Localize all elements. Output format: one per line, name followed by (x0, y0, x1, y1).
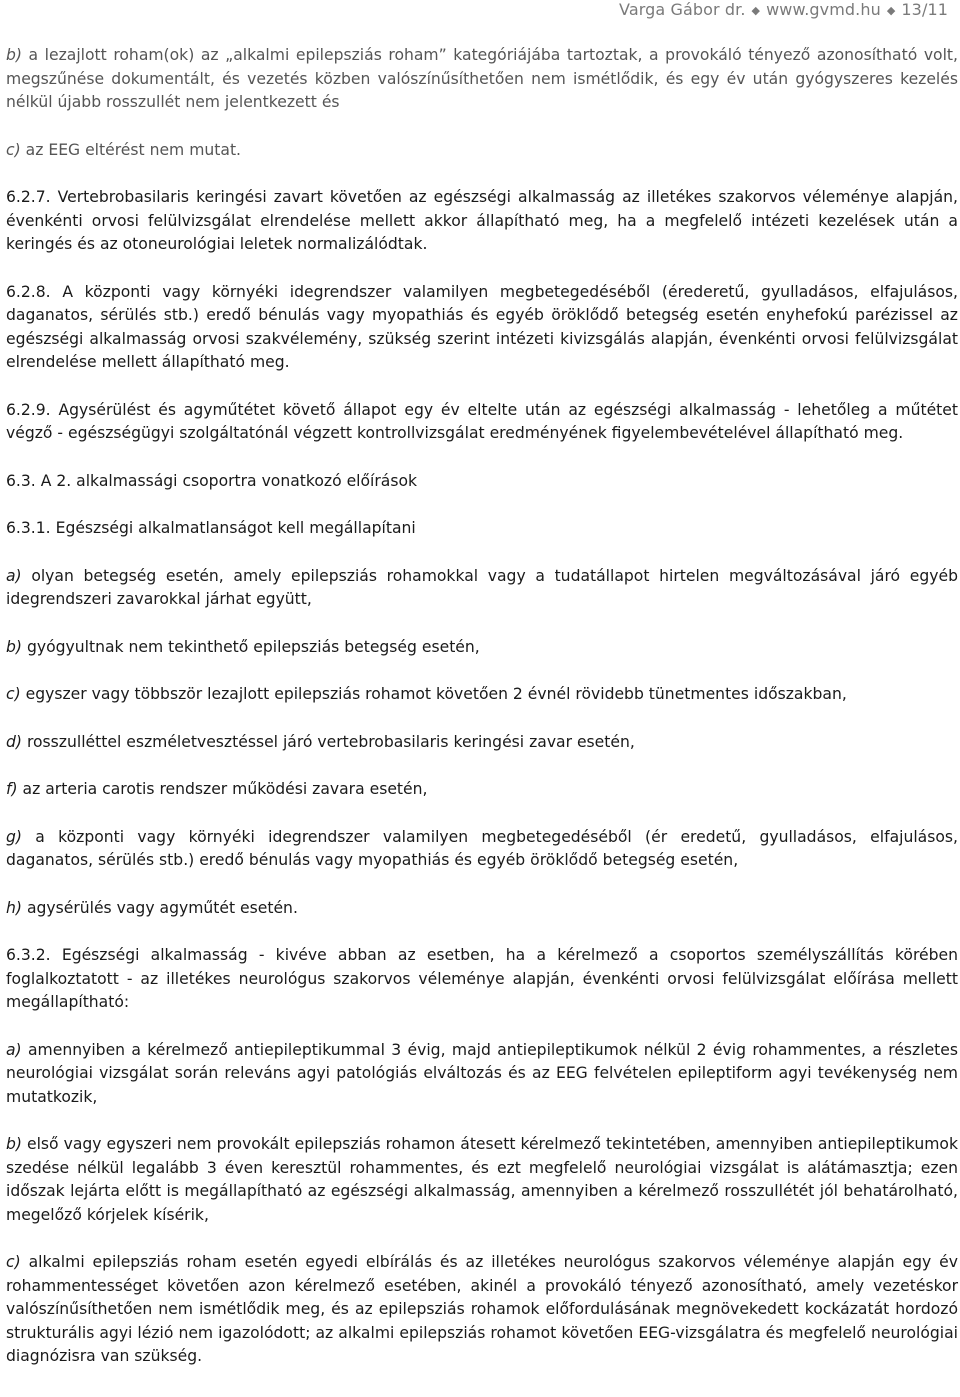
header-page-number: 13/11 (901, 0, 948, 19)
item-label: b) (6, 1135, 22, 1153)
paragraph-b (6, 44, 958, 115)
header-author: Varga Gábor dr. (619, 0, 746, 19)
paragraph-text: 6.3.2. Egészségi alkalmasság - kivéve abban az esetben, ha a kérelmező a csoportos személyszállítás körében foglalkoztatott - az illetékes neurológus szakorvos véleménye alapján, évenkénti orvosi felülvizsgálat előírása mellett megállapítható: (6, 946, 958, 1011)
section-6-3-2 (6, 944, 958, 1015)
section-6-2-8 (6, 281, 958, 375)
paragraph-text: agysérülés vagy agyműtét esetén. (26, 898, 298, 917)
item-label: d) (6, 732, 22, 751)
paragraph-c (6, 139, 958, 163)
item-label: f) (6, 780, 18, 798)
heading-text: 6.3. A 2. alkalmassági csoportra vonatkozó előírások (6, 471, 418, 490)
condition-b (6, 1133, 958, 1227)
section-heading-6-3 (6, 470, 958, 494)
item-label: h) (6, 898, 22, 917)
section-6-2-9 (6, 399, 958, 446)
list-item-b (6, 636, 958, 660)
item-label: c) (6, 1253, 21, 1271)
paragraph-text: az arteria carotis rendszer működési zavara esetén, (22, 780, 428, 798)
section-heading-6-3-1 (6, 517, 958, 541)
paragraph-text: 6.2.7. Vertebrobasilaris keringési zavart követően az egészségi alkalmasság az illetékes szakorvos véleménye alapján, évenkénti orvosi felülvizsgálat elrendelése mellett akkor állapítható meg, ha a megfelelő intézeti kezelések után a keringés és az otoneurológiai leletek normalizálódtak. (6, 188, 958, 253)
condition-c (6, 1251, 958, 1369)
document-body (6, 44, 958, 1393)
paragraph-text: első vagy egyszeri nem provokált epilepsziás rohamon átesett kérelmező tekintetében, amennyiben antiepileptikumok szedése nélkül legalább 3 éven keresztül rohammentes, és ezt megfelelő neurológiai vizsgálat is alátámasztja; ezen időszak lejárta előtt is megállapítható az egészségi alkalmasság, amennyiben a kérelmező rosszullétét jól behatárolható, megelőző kórjelek kísérik, (6, 1135, 958, 1224)
item-label: b) (6, 46, 22, 64)
item-label: a) (6, 566, 22, 585)
item-label: a) (6, 1040, 22, 1059)
paragraph-text: amennyiben a kérelmező antiepileptikummal 3 évig, majd antiepileptikumok nélkül 2 évig rohammentes, a részletes neurológiai vizsgálat során releváns agyi patológiás elváltozás és az EEG felvételen epileptiform agyi tevékenység nem mutatkozik, (6, 1040, 958, 1106)
paragraph-text: a lezajlott roham(ok) az „alkalmi epilepsziás roham” kategóriájába tartoztak, a provokáló tényező azonosítható volt, megszűnése dokumentált, és vezetés közben valószínűsíthetően nem ismétlődik, és egy év után gyógyszeres kezelés nélkül újabb rosszullét nem jelentkezett és (6, 46, 958, 111)
paragraph-text: rosszulléttel eszméletvesztéssel járó vertebrobasilaris keringési zavar esetén, (26, 732, 635, 751)
list-item-d (6, 731, 958, 755)
list-item-a (6, 565, 958, 612)
heading-text: 6.3.1. Egészségi alkalmatlanságot kell megállapítani (6, 519, 416, 537)
header-site-link[interactable]: www.gvmd.hu (766, 0, 881, 19)
section-6-2-7 (6, 186, 958, 257)
item-label: b) (6, 637, 22, 656)
paragraph-text: 6.2.9. Agysérülést és agyműtétet követő állapot egy év eltelte után az egészségi alkalmasság - lehetőleg a műtétet végző - egészségügyi szolgáltatónál végzett kontrollvizsgálat eredményének figyelembevételével állapítható meg. (6, 400, 958, 442)
page-header (619, 0, 948, 19)
item-label: c) (6, 140, 21, 159)
condition-a (6, 1039, 958, 1110)
paragraph-text: olyan betegség esetén, amely epilepsziás rohamokkal vagy a tudatállapot hirtelen megváltozásával járó egyéb idegrendszeri zavarokkal járhat együtt, (6, 566, 958, 608)
list-item-f (6, 778, 958, 802)
paragraph-text: 6.2.8. A központi vagy környéki idegrendszer valamilyen megbetegedéséből (érederetű, gyulladásos, elfajulásos, daganatos, sérülés stb.) eredő bénulás vagy myopathiás és egyéb öröklődő betegség esetén enyhefokú parézissel az egészségi alkalmasság orvosi szakvélemény, szükség szerint intézeti kivizsgálás alapján, évenkénti orvosi felülvizsgálat elrendelése mellett állapítható meg. (6, 282, 958, 371)
paragraph-text: az EEG eltérést nem mutat. (25, 140, 242, 159)
list-item-c (6, 683, 958, 707)
list-item-g (6, 826, 958, 873)
paragraph-text: egyszer vagy többször lezajlott epilepsziás rohamot követően 2 évnél rövidebb tünetmentes időszakban, (25, 685, 847, 703)
diamond-separator-icon: ◆ (886, 4, 896, 17)
item-label: c) (6, 685, 21, 703)
paragraph-text: a központi vagy környéki idegrendszer valamilyen megbetegedéséből (ér eredetű, gyulladásos, elfajulásos, daganatos, sérülés stb.) eredő bénulás vagy myopathiás és egyéb öröklődő betegség esetén, (6, 827, 958, 869)
item-label: g) (6, 827, 22, 846)
diamond-separator-icon: ◆ (751, 4, 761, 17)
paragraph-text: alkalmi epilepsziás roham esetén egyedi elbírálás és az illetékes neurológus szakorvos véleménye alapján egy év rohammentességet követően azon kérelmező esetében, akinél a provokáló tényező azonosítható, amely vezetéskor valószínűsíthetően nem ismétlődik meg, és az epilepsziás rohamok előfordulásának megnövekedett kockázatát hordozó strukturális agyi lézió nem igazolódott; az alkalmi epilepsziás rohamot követően EEG-vizsgálatra és megfelelő neurológiai diagnózisra van szükség. (6, 1253, 958, 1365)
list-item-h (6, 897, 958, 921)
paragraph-text: gyógyultnak nem tekinthető epilepsziás betegség esetén, (26, 637, 480, 656)
